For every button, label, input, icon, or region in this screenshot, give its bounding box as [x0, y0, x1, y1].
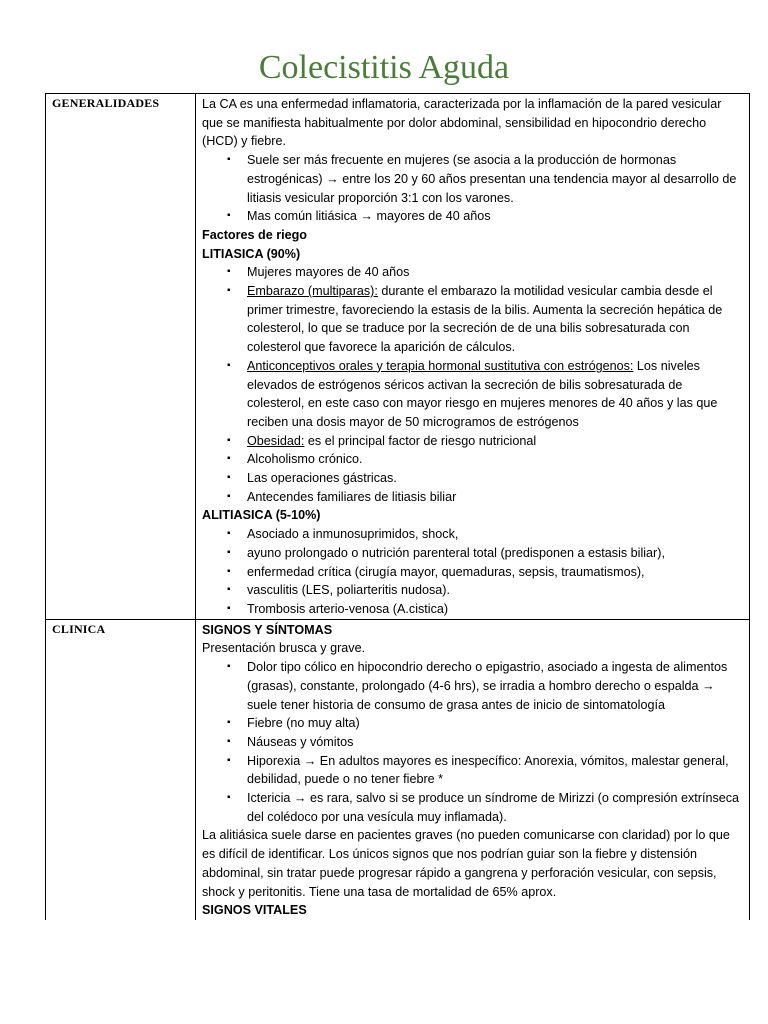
table-row-clinica	[46, 619, 750, 920]
generalidades-bullets	[202, 151, 743, 226]
list-item: ▪ Mas común litiásica → mayores de 40 años	[247, 207, 743, 226]
list-item-text: Mujeres mayores de 40 años	[247, 265, 410, 280]
list-item: ▪ Trombosis arterio-venosa (A.cistica)	[247, 600, 743, 619]
list-item-term: Obesidad:	[247, 433, 305, 448]
list-item	[247, 357, 743, 432]
alitiasica-heading: ALITIASICA (5-10%)	[202, 508, 321, 523]
list-item	[247, 263, 743, 282]
list-item: ▪ vasculitis (LES, poliarteritis nudosa).	[247, 581, 743, 600]
list-item-text: Alcoholismo crónico.	[247, 452, 363, 467]
list-item-text: durante el embarazo la motilidad vesicular cambia desde el primer trimestre, favoreciendo la estasis de la bilis. Aumenta la secreción hepática de colesterol, lo que se traduce por la secreción de de una bilis sobresaturada con colesterol que favorece la aparición de cálculos.	[247, 284, 723, 355]
list-item-text: Antecendes familiares de litiasis biliar	[247, 489, 457, 504]
list-item	[247, 450, 743, 469]
list-item-term: Anticonceptivos orales y terapia hormonal sustitutiva con estrógenos:	[247, 358, 634, 373]
list-item: ▪ Hiporexia → En adultos mayores es inespecífico: Anorexia, vómitos, malestar general, debilidad, puede o no tener fiebre *	[247, 752, 743, 789]
factores-heading: Factores de riego	[202, 227, 307, 242]
list-item: ▪ Náuseas y vómitos	[247, 733, 743, 752]
table-row-generalidades	[46, 94, 750, 620]
litiasica-heading: LITIASICA (90%)	[202, 246, 301, 261]
list-item: ▪ Fiebre (no muy alta)	[247, 714, 743, 733]
alitiasica-list	[202, 525, 743, 619]
section-content-clinica	[196, 619, 750, 920]
list-item-term: Embarazo (multiparas):	[247, 284, 378, 299]
section-label-generalidades: GENERALIDADES	[46, 94, 196, 620]
list-item: ▪ Asociado a inmunosuprimidos, shock,	[247, 525, 743, 544]
list-item-text: Las operaciones gástricas.	[247, 471, 397, 486]
page-title: Colecistitis Aguda	[258, 49, 510, 86]
clinica-intro: Presentación brusca y grave.	[202, 641, 366, 656]
signos-vitales-heading: SIGNOS VITALES	[202, 903, 307, 918]
litiasica-list	[202, 263, 743, 506]
list-item: ▪ Suele ser más frecuente en mujeres (se asocia a la producción de hormonas estrogénicas) → entre los 20 y 60 años presentan una tendencia mayor al desarrollo de litiasis vesicular proporción 3:1 con los varones.	[247, 151, 743, 207]
list-item	[247, 488, 743, 507]
signos-sintomas-heading: SIGNOS Y SÍNTOMAS	[202, 622, 333, 637]
section-content-generalidades	[196, 94, 750, 620]
list-item: ▪ enfermedad crítica (cirugía mayor, quemaduras, sepsis, traumatismos),	[247, 563, 743, 582]
list-item: ▪ ayuno prolongado o nutrición parenteral total (predisponen a estasis biliar),	[247, 544, 743, 563]
list-item	[247, 432, 743, 451]
content-table	[45, 93, 750, 920]
list-item-text: Los niveles elevados de estrógenos séricos activan la secreción de bilis sobresaturada de colesterol, en este caso con mayor riesgo en mujeres menores de 40 años y las que reciben una dosis mayor de 50 microgramos de estrógenos	[247, 358, 718, 429]
list-item: ▪ Dolor tipo cólico en hipocondrio derecho o epigastrio, asociado a ingesta de alimentos (grasas), constante, prolongado (4-6 hrs), se irradia a hombro derecho o espalda → suele tener historia de consumo de grasa antes de inicio de sintomatología	[247, 658, 743, 714]
list-item-text: es el principal factor de riesgo nutricional	[304, 433, 537, 448]
section-label-clinica: CLINICA	[46, 619, 196, 920]
list-item	[247, 282, 743, 357]
list-item: ▪ Ictericia → es rara, salvo si se produce un síndrome de Mirizzi (o compresión extrínseca del colédoco por una vesícula muy inflamada).	[247, 789, 743, 826]
generalidades-intro: La CA es una enfermedad inflamatoria, caracterizada por la inflamación de la pared vesicular que se manifiesta habitualmente por dolor abdominal, sensibilidad en hipocondrio derecho (HCD) y fiebre.	[202, 97, 722, 149]
clinica-list	[202, 658, 743, 826]
list-item	[247, 469, 743, 488]
alitiasica-paragraph: La alitiásica suele darse en pacientes graves (no pueden comunicarse con claridad) por lo que es difícil de identificar. Los únicos signos que nos podrían guiar son la fiebre y distensión abdominal, sin tratar puede progresar rápido a gangrena y perforación vesicular, con sepsis, shock y peritonitis. Tiene una tasa de mortalidad de 65% aprox.	[202, 828, 730, 899]
